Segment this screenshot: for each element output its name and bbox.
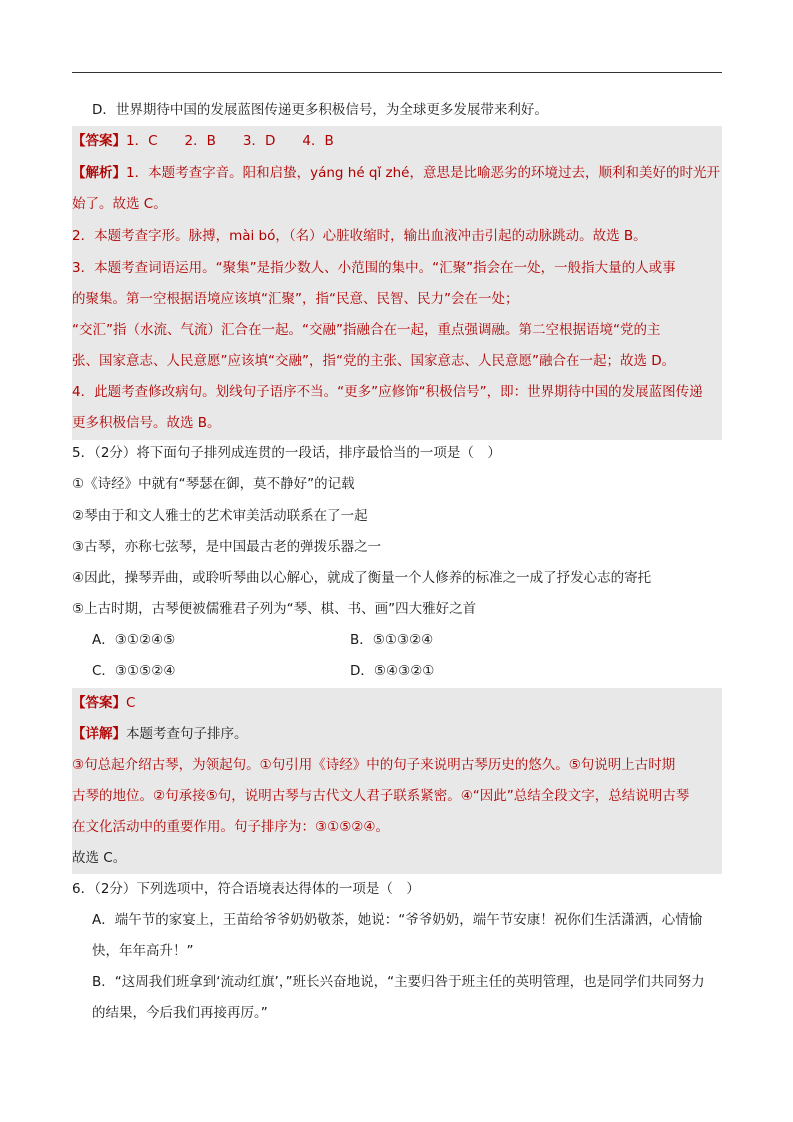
analysis-text-1: 1．本题考查字音。阳和启蛰，yáng hé qǐ zhé，意思是比喻恶劣的环境过去，顺利和美好的时光开	[126, 165, 720, 181]
sentence-4: ④因此，操琴弄曲，或聆听琴曲以心解心，就成了衡量一个人修养的标准之一成了抒发心志的寄托	[72, 570, 652, 586]
sentence-2: ②琴由于和文人雅士的艺术审美活动联系在了一起	[72, 508, 368, 524]
answer-2-value: C	[126, 695, 136, 711]
analysis-line-3: 2．本题考查字形。脉搏，mài bó，（名）心脏收缩时，输出血液冲击引起的动脉跳动。故选 B。	[72, 228, 647, 244]
answer-block-2	[72, 688, 722, 874]
detail-line-2: 古琴的地位。②句承接⑤句，说明古琴与古代文人君子联系紧密。④“因此”总结全段文字，总结说明古琴	[72, 788, 690, 804]
question-6-stem: 6．（2分）下列选项中，符合语境表达得体的一项是（ ）	[72, 881, 420, 897]
analysis-line-9: 更多积极信号。故选 B。	[72, 415, 221, 431]
detail-tag: 【详解】	[72, 726, 126, 742]
header-rule	[72, 72, 722, 73]
answer-values: 1．C 2．B 3．D 4．B	[126, 133, 334, 149]
sentence-3: ③古琴，亦称七弦琴，是中国最古老的弹拨乐器之一	[72, 539, 382, 555]
answer-2-tag: 【答案】	[72, 695, 126, 711]
detail-line-1: ③句总起介绍古琴，为领起句。①句引用《诗经》中的句子来说明古琴历史的悠久。⑤句说明上古时期	[72, 757, 676, 773]
detail-line-3: 在文化活动中的重要作用。句子排序为：③①⑤②④。	[72, 819, 390, 835]
q6-option-b-line-2: 的结果，今后我们再接再厉。”	[92, 1005, 268, 1021]
detail-line	[72, 721, 248, 747]
answer-line-1	[72, 128, 334, 154]
analysis-line-4: 3．本题考查词语运用。“聚集”是指少数人、小范围的集中。“汇聚”指会在一处，一般指大量的人或事	[72, 260, 676, 276]
option-d: D．⑤④③②①	[350, 663, 435, 679]
analysis-line-7: 张、国家意志、人民意愿”应该填“交融”，指“党的主张、国家意志、人民意愿”融合在一起；故选 D。	[72, 353, 676, 369]
analysis-line-1	[72, 160, 720, 186]
q6-option-a-line-1: A．端午节的家宴上，王苗给爷爷奶奶敬茶，她说：“爷爷奶奶，端午节安康！祝你们生活潇洒，心情愉	[92, 912, 703, 928]
detail-text: 本题考查句子排序。	[126, 726, 248, 742]
sentence-1: ①《诗经》中就有“琴瑟在御，莫不静好”的记载	[72, 476, 355, 492]
q6-option-a-line-2: 快，年年高升！”	[92, 943, 194, 959]
analysis-line-6: “交汇”指（水流、气流）汇合在一起。“交融”指融合在一起，重点强调融。第二空根据语境“党的主	[72, 322, 661, 338]
option-a: A．③①②④⑤	[92, 632, 176, 648]
sentence-5: ⑤上古时期，古琴便被儒雅君子列为“琴、棋、书、画”四大雅好之首	[72, 601, 477, 617]
detail-line-4: 故选 C。	[72, 850, 127, 866]
answer-tag: 【答案】	[72, 133, 126, 149]
question-5-stem: 5．（2分）将下面句子排列成连贯的一段话，排序最恰当的一项是（ ）	[72, 445, 501, 461]
q6-option-b-line-1: B．“这周我们班拿到‘流动红旗’，”班长兴奋地说，“主要归咎于班主任的英明管理，也是同学们共同努力	[92, 974, 705, 990]
answer-2-line	[72, 690, 135, 716]
option-b: B．⑤①③②④	[350, 632, 434, 648]
analysis-line-5: 的聚集。第一空根据语境应该填“汇聚”，指“民意、民智、民力”会在一处；	[72, 291, 519, 307]
option-d-text: D．世界期待中国的发展蓝图传递更多积极信号，为全球更多发展带来利好。	[92, 102, 548, 118]
analysis-line-8: 4．此题考查修改病句。划线句子语序不当。“更多”应修饰“积极信号”，即：世界期待中国的发展蓝图传递	[72, 384, 703, 400]
option-c: C．③①⑤②④	[92, 663, 176, 679]
analysis-line-2: 始了。故选 C。	[72, 196, 167, 212]
analysis-tag: 【解析】	[72, 165, 126, 181]
